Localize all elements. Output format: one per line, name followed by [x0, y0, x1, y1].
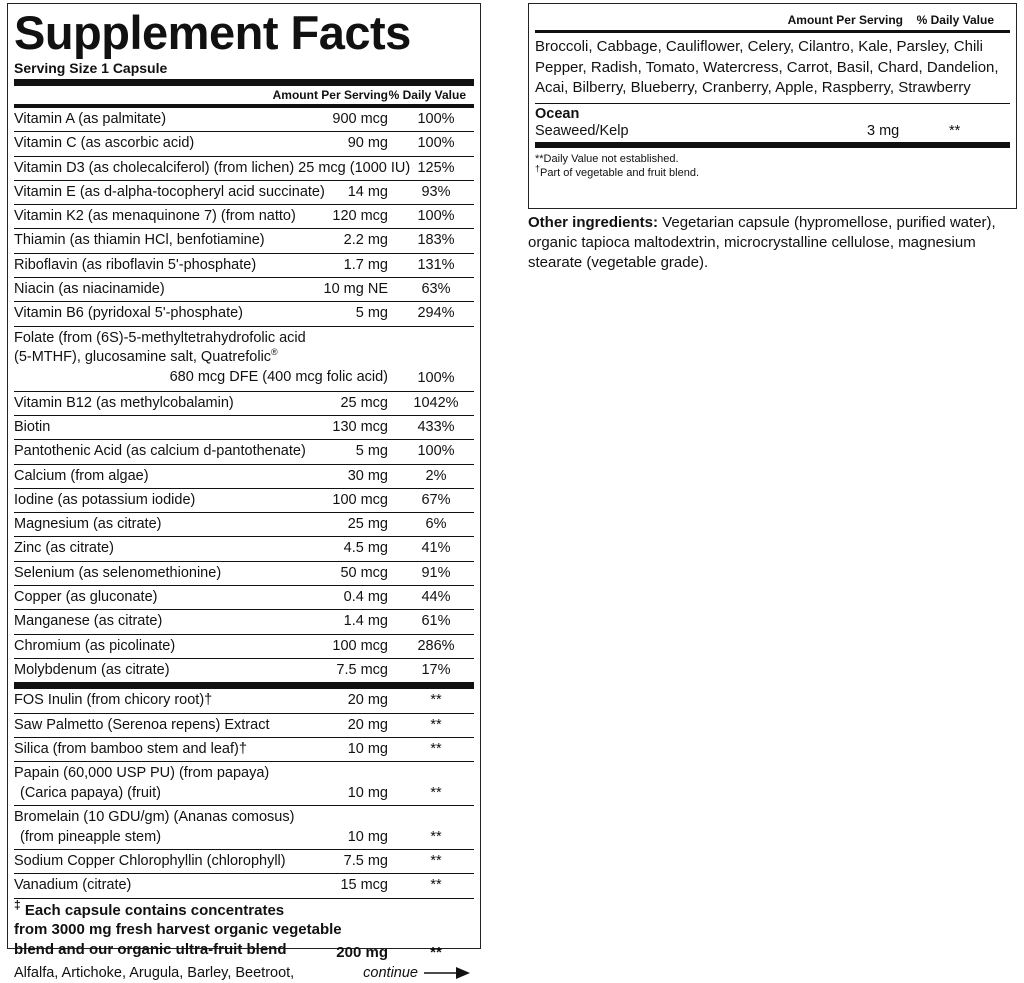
- nutrient-name: Molybdenum (as citrate): [14, 661, 170, 678]
- other-list-2: [14, 850, 474, 899]
- bromelain-row: [14, 806, 474, 850]
- dv-header: % Daily Value: [916, 13, 994, 27]
- amount: 7.5 mg: [343, 853, 388, 870]
- blend-mark: ‡: [14, 897, 21, 912]
- daily-value: 100%: [417, 443, 455, 460]
- amount: 14 mg: [347, 183, 388, 200]
- daily-value: **: [430, 692, 442, 709]
- daily-value: **: [430, 877, 442, 894]
- footnote-dv: **Daily Value not established.: [535, 152, 679, 165]
- blend-list-start: Alfalfa, Artichoke, Arugula, Barley, Beetroot,: [14, 964, 295, 981]
- nutrient-name: Thiamin (as thiamin HCl, benfotiamine): [14, 232, 265, 249]
- supplement-facts-continued-panel: [528, 3, 1017, 209]
- daily-value: 63%: [421, 281, 451, 298]
- nutrient-name: Manganese (as citrate): [14, 613, 163, 630]
- ingredient-row: [14, 689, 474, 713]
- nutrient-name: Selenium (as selenomethionine): [14, 564, 222, 581]
- amount: 20 mg: [347, 716, 388, 733]
- nutrient-name: Vitamin B6 (pyridoxal 5'-phosphate): [14, 305, 243, 322]
- blend-list-line: [14, 963, 474, 983]
- mineral-list: [14, 392, 474, 684]
- nutrient-name: Vitamin K2 (as menaquinone 7) (from natto): [14, 208, 296, 225]
- daily-value: 41%: [421, 540, 451, 557]
- vitamin-list: [14, 108, 474, 327]
- amount: 25 mg: [347, 516, 388, 533]
- bromelain-amount: 10 mg: [347, 828, 388, 845]
- vitamin-row: [14, 302, 474, 326]
- nutrient-name: Vitamin C (as ascorbic acid): [14, 135, 195, 152]
- vitamin-row: [14, 229, 474, 253]
- seaweed-row: [535, 122, 1010, 142]
- amount: 4.5 mg: [343, 540, 388, 557]
- vitamin-row: [14, 157, 474, 181]
- nutrient-name: Niacin (as niacinamide): [14, 281, 165, 298]
- nutrient-name: Vitamin E (as d-alpha-tocopheryl acid succinate): [14, 183, 325, 200]
- daily-value: 44%: [421, 589, 451, 606]
- nutrient-name: Biotin: [14, 418, 51, 435]
- continue-label-wrap: [363, 963, 470, 983]
- papain-amount: 10 mg: [347, 784, 388, 801]
- other-ingredients: [528, 213, 1020, 273]
- nutrient-name: Vitamin B12 (as methylcobalamin): [14, 394, 234, 411]
- amount: 30 mg: [347, 467, 388, 484]
- daily-value: 100%: [417, 208, 455, 225]
- nutrient-name: Silica (from bamboo stem and leaf)†: [14, 740, 247, 757]
- daily-value: 131%: [417, 256, 455, 273]
- seaweed-name: Seaweed/Kelp: [535, 122, 629, 139]
- nutrient-name: Zinc (as citrate): [14, 540, 114, 557]
- vitamin-row: [14, 205, 474, 229]
- daily-value: 93%: [421, 183, 451, 200]
- amount: 1.7 mg: [343, 256, 388, 273]
- nutrient-row: [14, 392, 474, 416]
- blend-amount: 200 mg: [336, 944, 388, 962]
- nutrient-name: Vanadium (citrate): [14, 877, 132, 894]
- dagger-mark: †: [535, 162, 541, 173]
- nutrient-name: Calcium (from algae): [14, 467, 149, 484]
- nutrient-row: [14, 489, 474, 513]
- nutrient-row: [14, 513, 474, 537]
- daily-value: 67%: [421, 491, 451, 508]
- nutrient-row: [14, 440, 474, 464]
- amount: 2.2 mg: [343, 232, 388, 249]
- nutrient-name: Pantothenic Acid (as calcium d-pantothenate): [14, 443, 306, 460]
- amount: 20 mg: [347, 692, 388, 709]
- nutrient-name: Chromium (as picolinate): [14, 637, 176, 654]
- daily-value: 17%: [421, 661, 451, 678]
- nutrient-row: [14, 465, 474, 489]
- dv-header: % Daily Value: [388, 88, 466, 102]
- papain-dv: **: [430, 784, 442, 801]
- nutrient-row: [14, 562, 474, 586]
- amount-header: Amount Per Serving: [272, 88, 388, 102]
- amount: 90 mg: [347, 135, 388, 152]
- daily-value: **: [430, 740, 442, 757]
- folate-line1: Folate (from (6S)-5-methyltetrahydrofolic acid: [14, 329, 306, 346]
- amount: 7.5 mcg: [336, 661, 388, 678]
- seaweed-dv: **: [949, 122, 961, 139]
- divider-thick: [14, 79, 474, 86]
- ingredient-row: [14, 714, 474, 738]
- amount: 10 mg NE: [323, 281, 388, 298]
- vitamin-row: [14, 132, 474, 156]
- nutrient-name: Magnesium (as citrate): [14, 516, 162, 533]
- nutrient-name: Iodine (as potassium iodide): [14, 491, 196, 508]
- arrow-right-icon: [424, 967, 470, 979]
- amount: 0.4 mg: [343, 589, 388, 606]
- daily-value: **: [430, 716, 442, 733]
- blend-dv: **: [430, 944, 442, 962]
- panel-title: Supplement Facts: [14, 6, 411, 59]
- daily-value: **: [430, 853, 442, 870]
- papain-row: [14, 762, 474, 806]
- nutrient-name: Vitamin D3 (as cholecalciferol) (from lichen) 25 mcg (1000 IU): [14, 159, 411, 176]
- amount: 100 mcg: [332, 491, 388, 508]
- folate-row: [14, 327, 474, 392]
- continue-label: continue: [363, 964, 418, 981]
- vitamin-row: [14, 181, 474, 205]
- vitamin-row: [14, 278, 474, 302]
- nutrient-row: [14, 416, 474, 440]
- nutrient-name: Riboflavin (as riboflavin 5'-phosphate): [14, 256, 257, 273]
- vitamin-row: [14, 108, 474, 132]
- amount: 900 mcg: [332, 111, 388, 127]
- bromelain-line1: Bromelain (10 GDU/gm) (Ananas comosus): [14, 809, 295, 826]
- column-header: [535, 8, 1010, 31]
- daily-value: 294%: [417, 305, 455, 322]
- daily-value: 433%: [417, 418, 455, 435]
- bromelain-line2: (from pineapple stem): [20, 828, 162, 845]
- other-ingredients-text: Vegetarian capsule (hypromellose, purified water), organic tapioca maltodextrin, microcrystalline cellulose, magnesium stearate (vegetable grade).: [528, 214, 996, 271]
- daily-value: 2%: [425, 467, 447, 484]
- daily-value: 61%: [421, 613, 451, 630]
- blend-line2: from 3000 mg fresh harvest organic vegetable: [14, 921, 342, 939]
- folate-line2: (5-MTHF), glucosamine salt, Quatrefolic: [14, 349, 272, 366]
- vitamin-row: [14, 254, 474, 278]
- daily-value: 100%: [417, 111, 455, 127]
- papain-line2: (Carica papaya) (fruit): [20, 784, 162, 801]
- nutrient-row: [14, 659, 474, 683]
- daily-value: 125%: [417, 159, 455, 176]
- amount: 5 mg: [355, 305, 388, 322]
- vegetable-fruit-list: Broccoli, Cabbage, Cauliflower, Celery, Cilantro, Kale, Parsley, Chili Pepper, Radish, Tomato, Watercress, Carrot, Basil, Chard, Dandelion, Acai, Bilberry, Blueberry, Cranberry, Apple, Raspberry, Strawberry: [535, 33, 1010, 104]
- amount: 1.4 mg: [343, 613, 388, 630]
- amount: 15 mcg: [340, 877, 388, 894]
- nutrient-name: Saw Palmetto (Serenoa repens) Extract: [14, 716, 270, 733]
- amount: 10 mg: [347, 740, 388, 757]
- daily-value: 100%: [417, 135, 455, 152]
- nutrient-row: [14, 635, 474, 659]
- folate-amount: 680 mcg DFE (400 mcg folic acid): [169, 368, 388, 385]
- folate-dv: 100%: [417, 370, 455, 387]
- blend-line3: blend and our organic ultra-fruit blend: [14, 940, 287, 958]
- daily-value: 6%: [425, 516, 447, 533]
- daily-value: 286%: [417, 637, 455, 654]
- nutrient-name: FOS Inulin (from chicory root)†: [14, 692, 213, 709]
- ingredient-row: [14, 874, 474, 898]
- nutrient-name: Vitamin A (as palmitate): [14, 111, 167, 127]
- nutrient-row: [14, 537, 474, 561]
- nutrient-name: Copper (as gluconate): [14, 589, 158, 606]
- amount: 5 mg: [355, 443, 388, 460]
- amount: 25 mcg: [340, 394, 388, 411]
- amount: 120 mcg: [332, 208, 388, 225]
- column-header: [14, 86, 474, 105]
- supplement-facts-panel: [7, 3, 481, 981]
- nutrient-row: [14, 586, 474, 610]
- seaweed-amount: 3 mg: [867, 122, 900, 139]
- other-ingredients-label: Other ingredients:: [528, 214, 659, 231]
- amount-header: Amount Per Serving: [787, 13, 903, 27]
- nutrient-row: [14, 610, 474, 634]
- other-list: [14, 689, 474, 762]
- footnote-blend: Part of vegetable and fruit blend.: [540, 166, 700, 179]
- papain-line1: Papain (60,000 USP PU) (from papaya): [14, 765, 270, 782]
- daily-value: 183%: [417, 232, 455, 249]
- daily-value: 91%: [421, 564, 451, 581]
- amount: 100 mcg: [332, 637, 388, 654]
- daily-value: 1042%: [413, 394, 459, 411]
- blend-row: [14, 899, 474, 963]
- bromelain-dv: **: [430, 828, 442, 845]
- blend-line1: Each capsule contains concentrates: [24, 901, 285, 919]
- serving-size: Serving Size 1 Capsule: [14, 60, 168, 76]
- ingredient-row: [14, 850, 474, 874]
- ocean-heading: Ocean: [535, 105, 580, 122]
- ingredient-row: [14, 738, 474, 762]
- nutrient-name: Sodium Copper Chlorophyllin (chlorophyll): [14, 853, 286, 870]
- registered-mark: ®: [271, 347, 278, 358]
- amount: 50 mcg: [340, 564, 388, 581]
- amount: 130 mcg: [332, 418, 388, 435]
- divider-thick: [535, 142, 1010, 148]
